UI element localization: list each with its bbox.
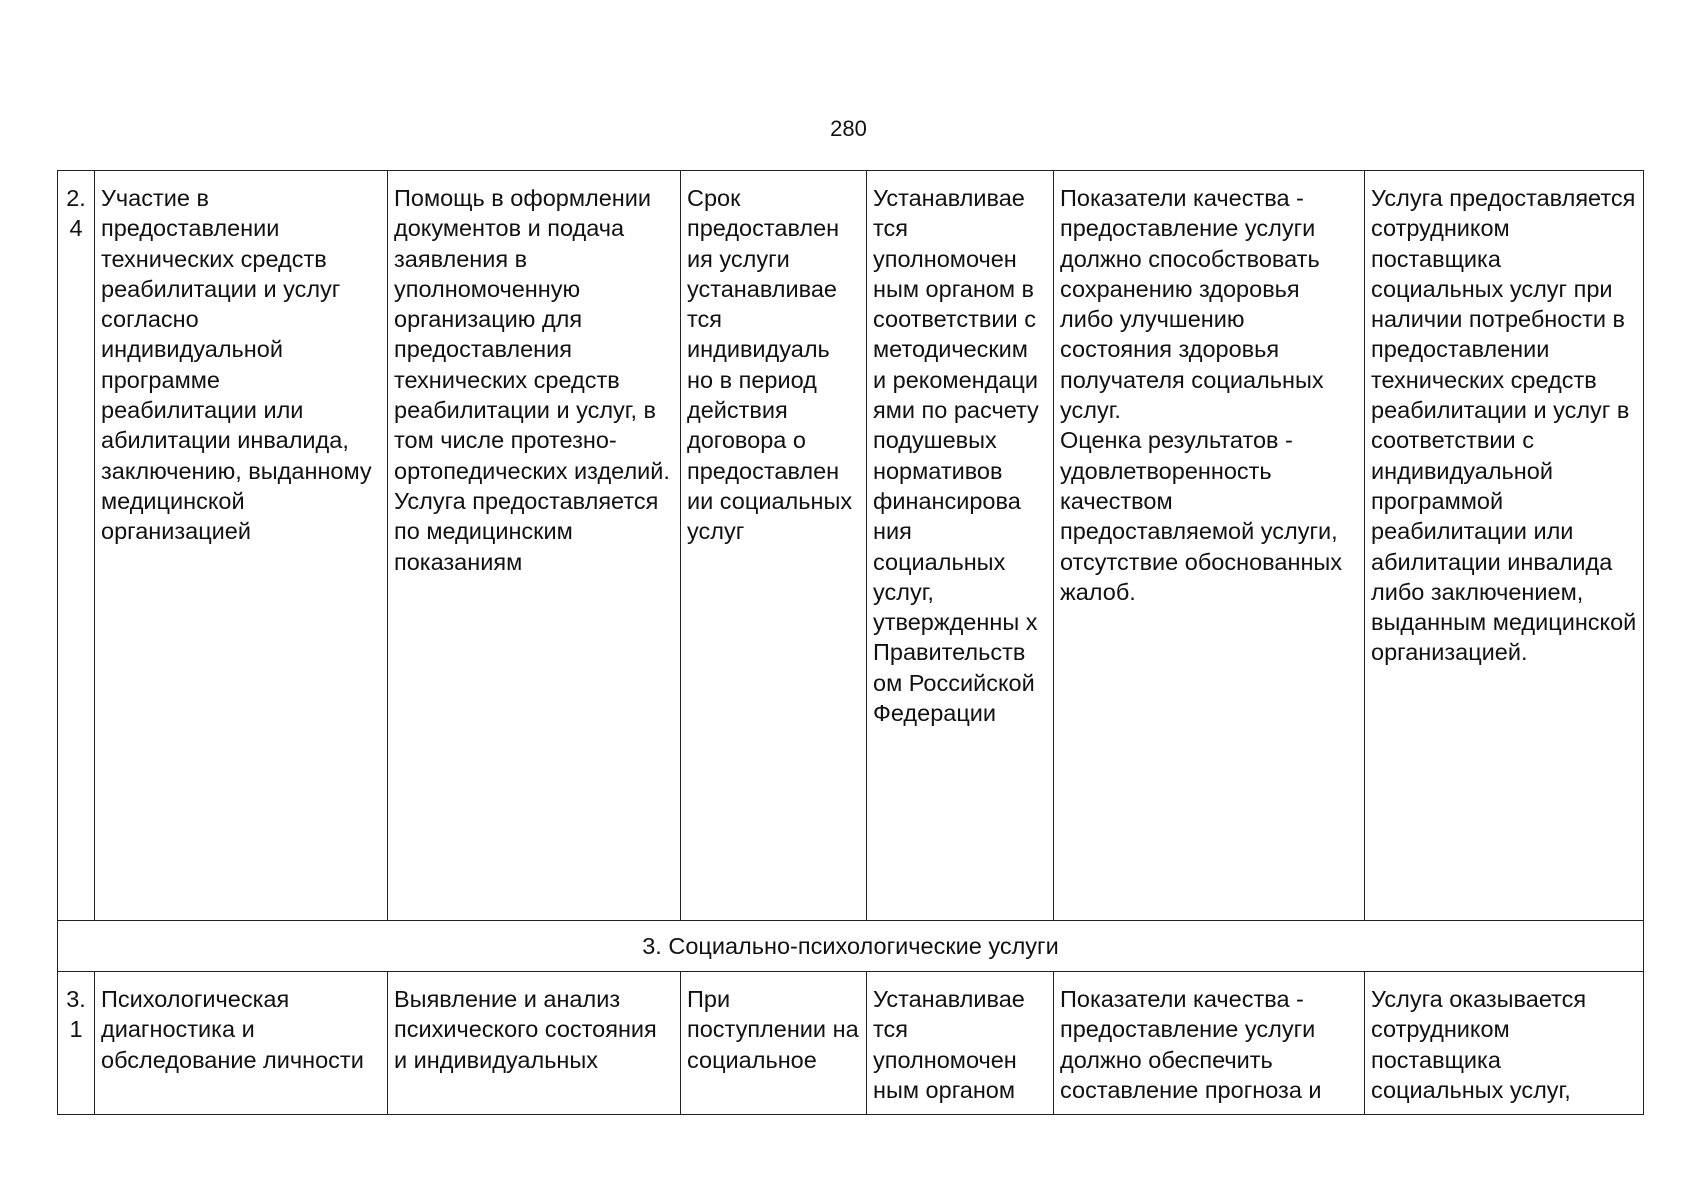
section-header-row: [58, 921, 1644, 972]
service-description-cell: [388, 171, 681, 921]
service-conditions-cell: Услуга предоставляется сотрудником поставщика социальных услуг при наличии потребности в предоставлении технических средств реабилитации и услуг в соответствии с индивидуальной программой реабилитации или абилитации инвалида либо заключением, выданным медицинской организацией.: [1365, 171, 1644, 921]
service-term-cell: При поступлении на социальное: [681, 972, 867, 1115]
description-paragraph: Услуга предоставляется по медицинским показаниям: [394, 487, 659, 575]
service-name-cell: Психологическая диагностика и обследование личности: [95, 972, 388, 1115]
section-title: 3. Социально-психологические услуги: [58, 921, 1644, 972]
row-number-line: 4: [69, 215, 83, 242]
page-number: 280: [830, 116, 867, 141]
row-number-cell: [58, 972, 95, 1115]
description-paragraph: Помощь в оформлении документов и подача заявления в уполномоченную организацию для предоставления технических средств реабилитации и услуг, в том числе протезно-ортопедических изделий.: [394, 185, 670, 484]
row-number-cell: [58, 171, 95, 921]
service-tariff-cell: Устанавливае тся уполномочен ным органом в соответствии с методическим и рекомендаци ями по расчету подушевых нормативов финансирова ния социальных услуг, утвержденны х Правительств ом Российской Федерации: [867, 171, 1054, 921]
service-tariff-cell: Устанавливае тся уполномочен ным органом: [867, 972, 1054, 1115]
quality-indicators-cell: [1054, 972, 1365, 1115]
service-conditions-cell: Услуга оказывается сотрудником поставщика социальных услуг,: [1365, 972, 1644, 1115]
table-row: [58, 972, 1644, 1115]
quality-paragraph: Показатели качества - предоставление услуги должно способствовать сохранению здоровья либо улучшению состояния здоровья получателя социальных услуг.: [1060, 185, 1324, 424]
row-number-line: 3.: [66, 986, 86, 1012]
row-number-line: 1: [69, 1016, 83, 1043]
description-paragraph: Выявление и анализ психического состояния и индивидуальных: [394, 986, 657, 1073]
service-description-cell: [388, 972, 681, 1115]
table-row: [58, 171, 1644, 921]
service-term-cell: Срок предоставлен ия услуги устанавливае тся индивидуаль но в период действия договора о предоставлен ии социальных услуг: [681, 171, 867, 921]
service-name-cell: Участие в предоставлении технических средств реабилитации и услуг согласно индивидуальной программе реабилитации или абилитации инвалида, заключению, выданному медицинской организацией: [95, 171, 388, 921]
social-services-table: [57, 170, 1644, 1115]
row-number-line: 2.: [66, 185, 86, 211]
quality-paragraph: Показатели качества - предоставление услуги должно обеспечить составление прогноза и: [1060, 986, 1322, 1103]
quality-paragraph: Оценка результатов - удовлетворенность качеством предоставляемой услуги, отсутствие обоснованных жалоб.: [1060, 427, 1343, 605]
quality-indicators-cell: [1054, 171, 1365, 921]
